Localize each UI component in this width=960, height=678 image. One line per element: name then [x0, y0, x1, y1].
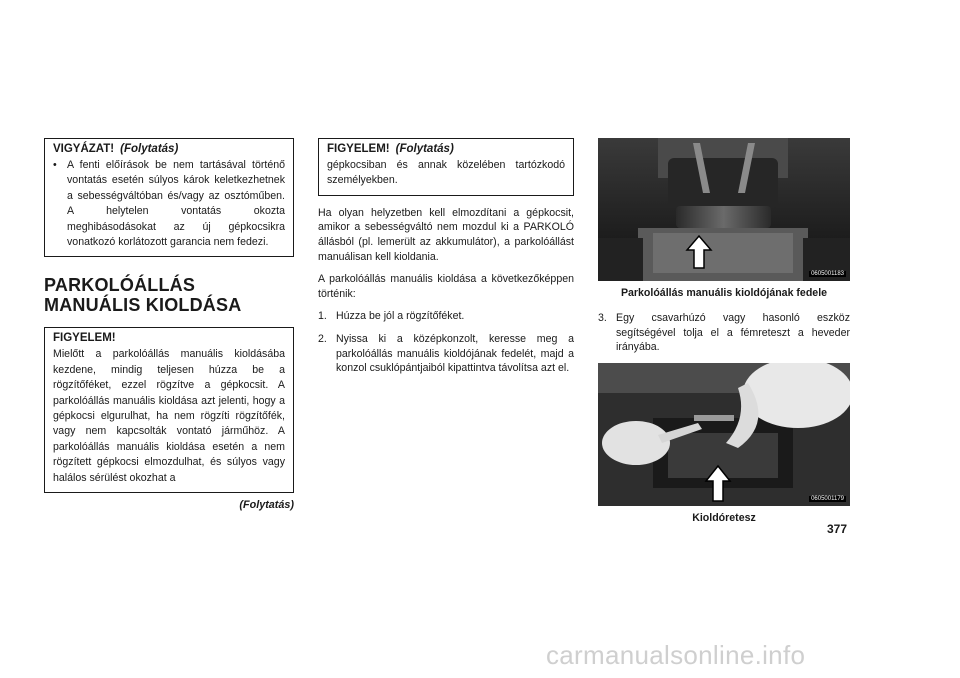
step-text: Nyissa ki a középkonzolt, keresse meg a parkolóállás manuális kioldójának fedelét, majd a konzol csuklópántjaiból kipattintva távolítsa azt el. — [336, 332, 574, 375]
watermark: carmanualsonline.info — [546, 640, 806, 670]
step-text: Húzza be jól a rögzítőféket. — [336, 310, 465, 323]
right-column — [598, 138, 850, 524]
caution-text: Mielőtt a parkolóállás manuális kioldásába kezdene, mindig teljesen húzza be a rögzítőféket, ezzel rögzítve a gépkocsit. A parkolóállás manuális kioldása azt jelenti, hogy a gépkocsi elgurulhat, ha nem rögzíti rögzítőfék, vagy nem kapcsolták vontató járműhöz. A parkolóállás manuális kioldása esetén a nem rögzített gépkocsi elmozdulhat, és súlyos vagy halálos sérülést okozhat a — [53, 348, 285, 484]
warning-box — [44, 138, 294, 257]
warning-title-text: VIGYÁZAT! — [53, 143, 115, 155]
left-column — [44, 138, 294, 511]
caution-continued-title-text: FIGYELEM! — [327, 143, 390, 155]
caution-box — [44, 327, 294, 493]
step-2 — [318, 332, 574, 376]
middle-column — [318, 138, 574, 384]
caution-title: FIGYELEM! — [53, 332, 116, 345]
warning-title — [53, 143, 285, 155]
photo-caption: Kioldóretesz — [692, 511, 756, 524]
step-3 — [598, 311, 850, 355]
photo-code: 0605001183 — [811, 271, 844, 277]
bullet-marker: • — [53, 159, 57, 171]
continued-label: (Folytatás) — [239, 499, 294, 512]
photo-release-cover — [598, 138, 850, 281]
warning-subtitle: (Folytatás) — [120, 143, 179, 155]
step-number: 3. — [598, 312, 607, 324]
caution-continued-box — [318, 138, 574, 196]
paragraph-1: Ha olyan helyzetben kell elmozdítani a gépkocsit, amikor a sebességváltó nem mozdul ki a PARKOLÓ állásból (pl. lemerült az akkumulátor), a parkolóállást manuálisan kell kioldania. — [318, 206, 574, 263]
photo-code: 0605001179 — [811, 495, 844, 502]
step-number: 1. — [318, 310, 327, 323]
warning-text: A fenti előírások be nem tartásával történő vontatás esetén súlyos károk keletkezhetnek a sebességváltóban és/vagy az osztóműben. A helytelen vontatás okozta meghibásodásokat az új gépkocsikra vonatkozó korlátozott garancia nem fedezi. — [67, 159, 285, 249]
photo-caption: Parkolóállás manuális kioldójának fedele — [620, 287, 828, 299]
console-photo-illustration — [598, 138, 850, 281]
step-number: 2. — [318, 332, 327, 345]
step-text: Egy csavarhúzó vagy hasonló eszköz segítségével tolja el a fémreteszt a heveder irányába. — [616, 312, 850, 354]
caution-continued-title — [327, 143, 565, 155]
section-title: PARKOLÓÁLLÁS MANUÁLIS KIOLDÁSA — [44, 275, 242, 316]
paragraph-2: A parkolóállás manuális kioldása a következőképpen történik: — [318, 273, 574, 300]
photo-release-latch — [598, 363, 850, 506]
page-number: 377 — [827, 522, 848, 536]
latch-photo-illustration — [598, 363, 850, 506]
caution-continued-subtitle: (Folytatás) — [395, 143, 454, 155]
caution-continued-text: gépkocsiban és annak közelében tartózkodó személyekben. — [327, 159, 565, 187]
warning-bullet-item — [53, 158, 285, 250]
step-1 — [318, 309, 574, 324]
